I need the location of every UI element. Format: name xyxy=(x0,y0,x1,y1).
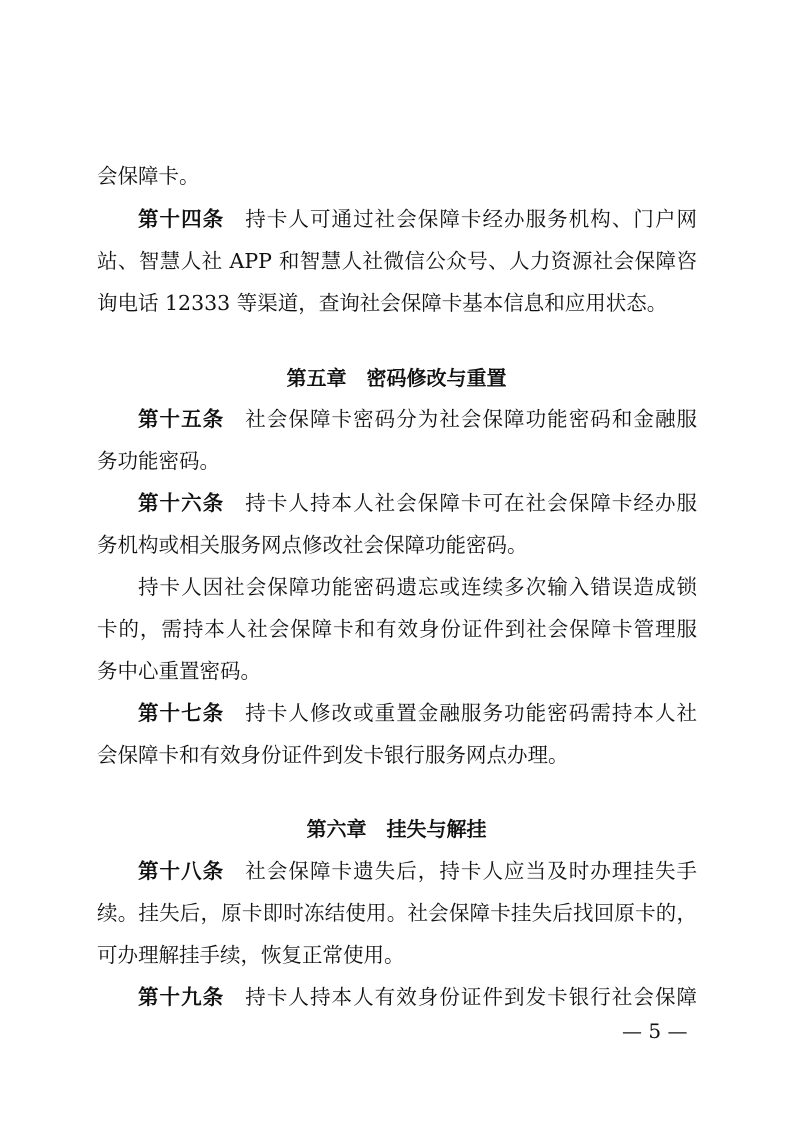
article-15-text-1: 社会保障卡密码分为社会保障功能密码和金融服 xyxy=(244,407,698,431)
article-18-line-2: 续。挂失后，原卡即时冻结使用。社会保障卡挂失后找回原卡的， xyxy=(97,901,697,925)
article-17-line-1 xyxy=(138,699,697,727)
article-14-line-2: 站、智慧人社 APP 和智慧人社微信公众号、人力资源社会保障咨 xyxy=(97,249,697,273)
article-16-line-1 xyxy=(138,489,697,517)
page-number: — 5 — xyxy=(622,1019,688,1043)
article-16-para2-line-3: 务中心重置密码。 xyxy=(97,659,261,683)
article-16-para2-line-2: 卡的，需持本人社会保障卡和有效身份证件到社会保障卡管理服 xyxy=(97,617,697,641)
article-19-text-1: 持卡人持本人有效身份证件到发卡银行社会保障 xyxy=(244,985,698,1009)
article-16-line-2: 务机构或相关服务网点修改社会保障功能密码。 xyxy=(97,533,528,557)
article-14-line-1 xyxy=(138,205,697,233)
article-16-label: 第十六条 xyxy=(138,491,225,515)
article-15-line-1 xyxy=(138,405,697,433)
article-16-para2-line-1: 持卡人因社会保障功能密码遗忘或连续多次输入错误造成锁 xyxy=(138,575,697,599)
article-18-text-1: 社会保障卡遗失后，持卡人应当及时办理挂失手 xyxy=(244,859,698,883)
article-18-label: 第十八条 xyxy=(138,859,225,883)
article-15-label: 第十五条 xyxy=(138,407,225,431)
article-19-line-1 xyxy=(138,983,697,1011)
article-19-label: 第十九条 xyxy=(138,985,225,1009)
article-17-text-1: 持卡人修改或重置金融服务功能密码需持本人社 xyxy=(244,701,698,725)
article-17-label: 第十七条 xyxy=(138,701,225,725)
article-14-line-3: 询电话 12333 等渠道，查询社会保障卡基本信息和应用状态。 xyxy=(97,291,668,315)
article-18-line-1 xyxy=(138,857,697,885)
chapter-5-heading: 第五章 密码修改与重置 xyxy=(286,366,507,390)
chapter-6-heading: 第六章 挂失与解挂 xyxy=(306,817,487,841)
article-16-text-1: 持卡人持本人社会保障卡可在社会保障卡经办服 xyxy=(244,491,698,515)
article-18-line-3: 可办理解挂手续，恢复正常使用。 xyxy=(97,943,405,967)
article-17-line-2: 会保障卡和有效身份证件到发卡银行服务网点办理。 xyxy=(97,743,569,767)
continuation-line: 会保障卡。 xyxy=(97,164,200,188)
article-14-text-1: 持卡人可通过社会保障卡经办服务机构、门户网 xyxy=(244,207,698,231)
article-15-line-2: 务功能密码。 xyxy=(97,449,220,473)
article-14-label: 第十四条 xyxy=(138,207,225,231)
